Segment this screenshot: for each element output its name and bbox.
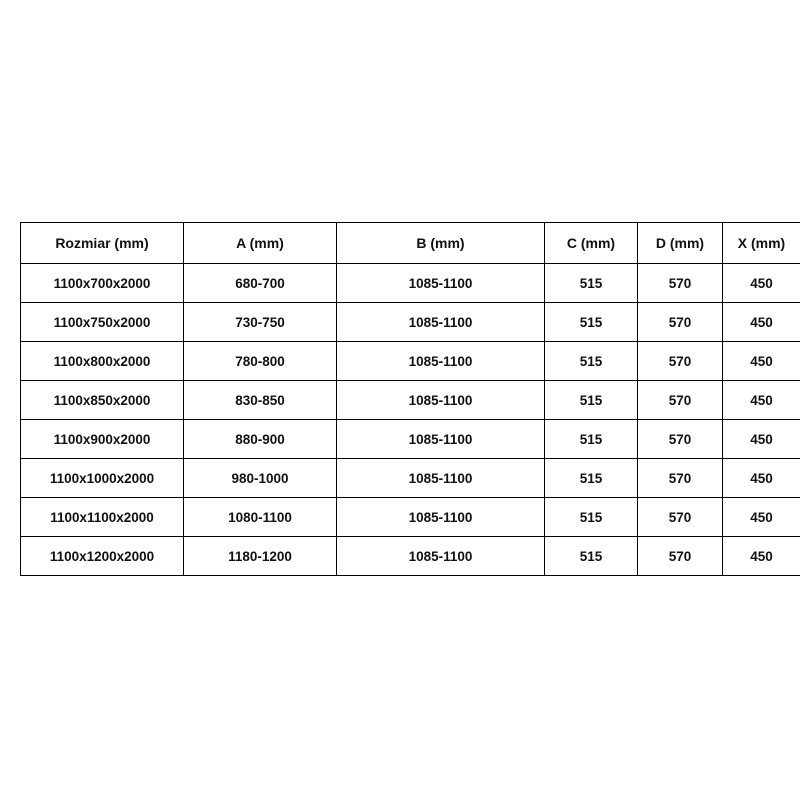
cell-rozmiar: 1100x1200x2000: [21, 537, 184, 576]
cell-c: 515: [545, 264, 638, 303]
table-row: [21, 303, 800, 342]
cell-d: 570: [638, 537, 723, 576]
table-row: [21, 264, 800, 303]
table-row: [21, 342, 800, 381]
cell-c: 515: [545, 537, 638, 576]
column-header-d: D (mm): [638, 223, 723, 264]
size-table-container: [20, 222, 786, 576]
cell-b: 1085-1100: [337, 498, 545, 537]
cell-x: 450: [723, 342, 800, 381]
cell-a: 730-750: [184, 303, 337, 342]
cell-rozmiar: 1100x1100x2000: [21, 498, 184, 537]
cell-d: 570: [638, 303, 723, 342]
cell-rozmiar: 1100x700x2000: [21, 264, 184, 303]
table-body: [21, 264, 800, 576]
table-row: [21, 537, 800, 576]
cell-rozmiar: 1100x850x2000: [21, 381, 184, 420]
cell-c: 515: [545, 303, 638, 342]
column-header-b: B (mm): [337, 223, 545, 264]
column-header-c: C (mm): [545, 223, 638, 264]
cell-rozmiar: 1100x750x2000: [21, 303, 184, 342]
cell-c: 515: [545, 420, 638, 459]
cell-c: 515: [545, 498, 638, 537]
cell-x: 450: [723, 420, 800, 459]
cell-b: 1085-1100: [337, 459, 545, 498]
cell-b: 1085-1100: [337, 537, 545, 576]
cell-x: 450: [723, 537, 800, 576]
column-header-rozmiar: Rozmiar (mm): [21, 223, 184, 264]
cell-a: 830-850: [184, 381, 337, 420]
cell-b: 1085-1100: [337, 264, 545, 303]
cell-a: 780-800: [184, 342, 337, 381]
cell-a: 880-900: [184, 420, 337, 459]
column-header-a: A (mm): [184, 223, 337, 264]
cell-b: 1085-1100: [337, 381, 545, 420]
cell-a: 680-700: [184, 264, 337, 303]
cell-d: 570: [638, 459, 723, 498]
cell-d: 570: [638, 264, 723, 303]
cell-rozmiar: 1100x1000x2000: [21, 459, 184, 498]
cell-rozmiar: 1100x800x2000: [21, 342, 184, 381]
cell-d: 570: [638, 498, 723, 537]
cell-c: 515: [545, 459, 638, 498]
table-header: [21, 223, 800, 264]
cell-rozmiar: 1100x900x2000: [21, 420, 184, 459]
cell-x: 450: [723, 459, 800, 498]
cell-b: 1085-1100: [337, 303, 545, 342]
size-table: [20, 222, 800, 576]
cell-b: 1085-1100: [337, 342, 545, 381]
cell-d: 570: [638, 381, 723, 420]
table-row: [21, 498, 800, 537]
cell-x: 450: [723, 303, 800, 342]
table-header-row: [21, 223, 800, 264]
table-row: [21, 459, 800, 498]
cell-a: 980-1000: [184, 459, 337, 498]
table-row: [21, 381, 800, 420]
cell-a: 1080-1100: [184, 498, 337, 537]
cell-a: 1180-1200: [184, 537, 337, 576]
cell-c: 515: [545, 342, 638, 381]
cell-c: 515: [545, 381, 638, 420]
cell-x: 450: [723, 264, 800, 303]
cell-d: 570: [638, 342, 723, 381]
cell-b: 1085-1100: [337, 420, 545, 459]
cell-x: 450: [723, 381, 800, 420]
column-header-x: X (mm): [723, 223, 800, 264]
cell-x: 450: [723, 498, 800, 537]
table-row: [21, 420, 800, 459]
cell-d: 570: [638, 420, 723, 459]
